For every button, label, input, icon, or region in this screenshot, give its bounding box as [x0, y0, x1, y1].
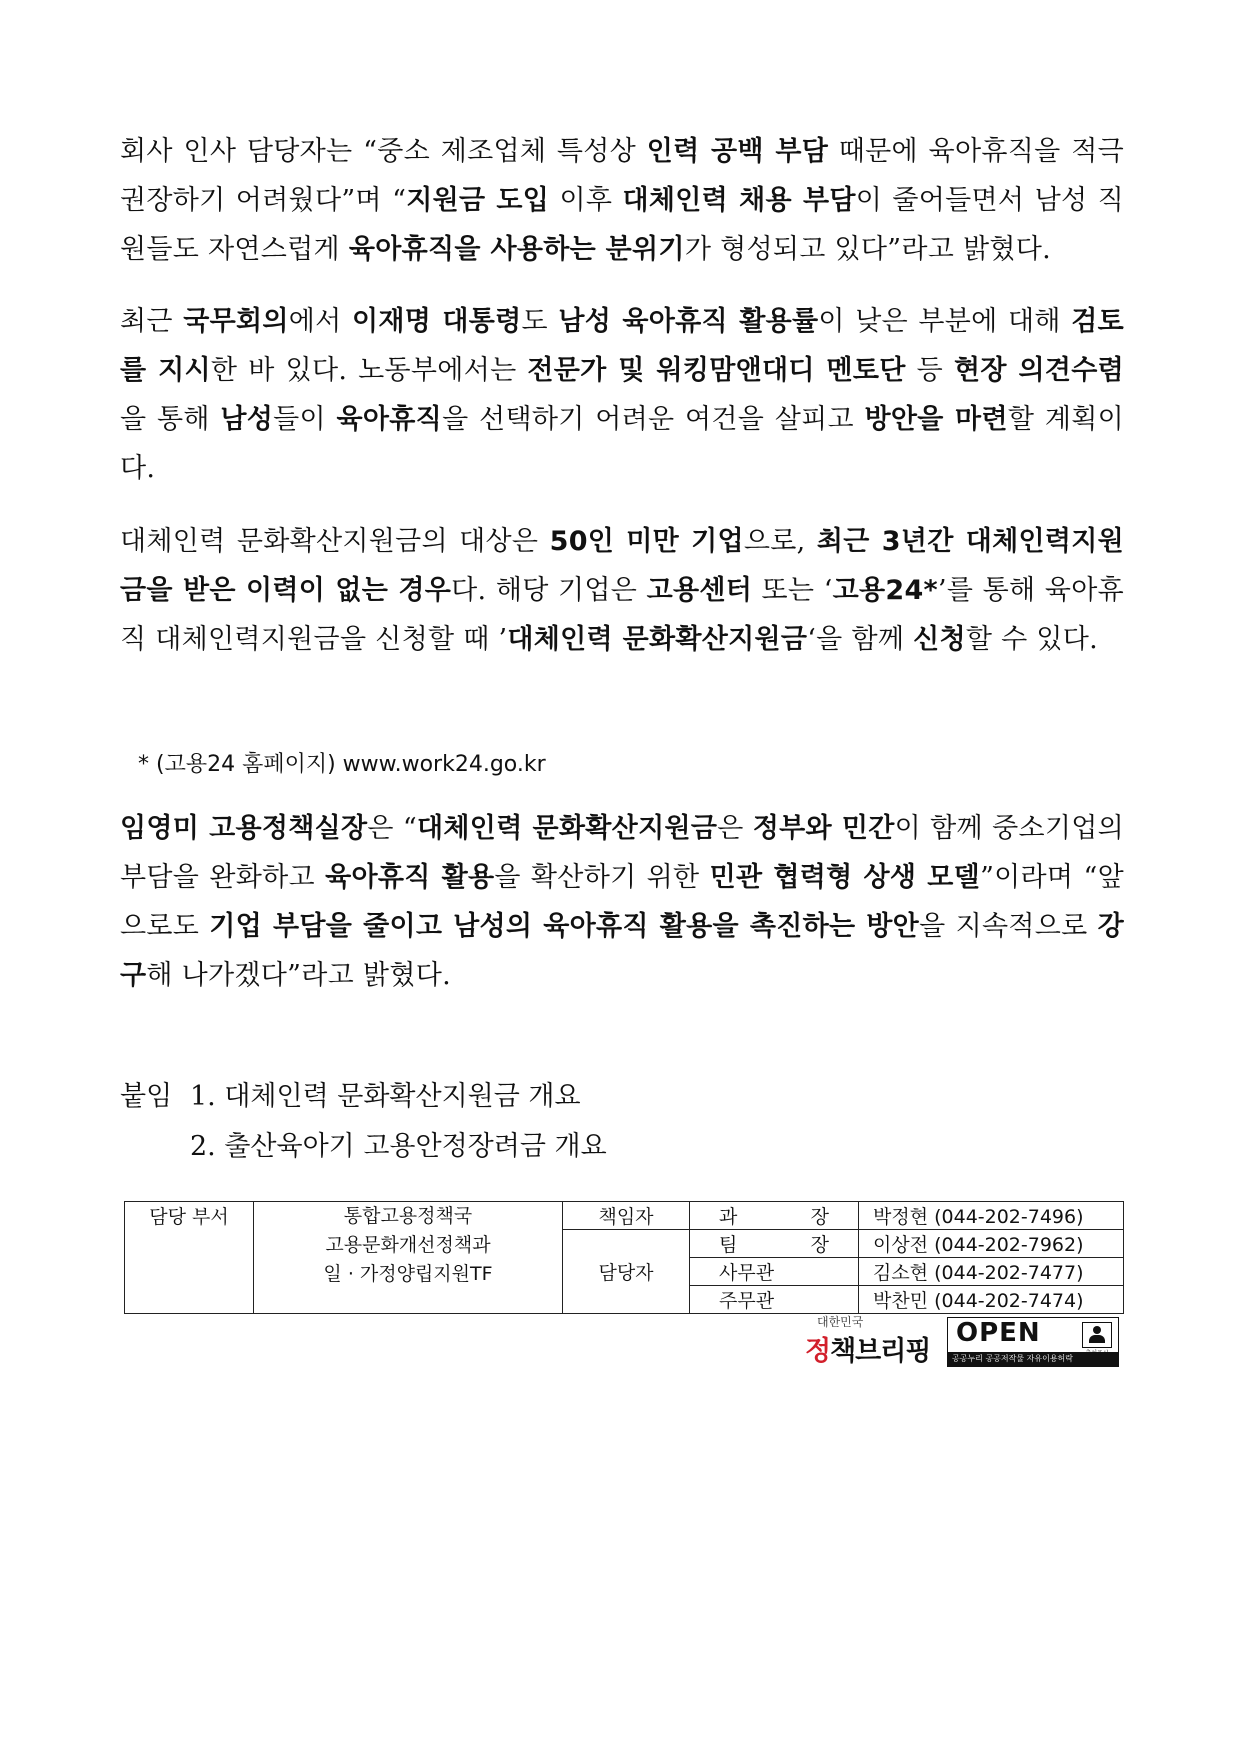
- body-text: 에서: [288, 306, 352, 337]
- position-1: 과 장: [690, 1202, 859, 1230]
- emphasis-text: 육아휴직을 사용하는 분위기: [348, 234, 685, 265]
- body-text: 은: [717, 813, 753, 844]
- paragraph-3: [120, 517, 1124, 664]
- emphasis-text: 기업 부담을 줄이고 남성의 육아휴직 활용을 촉진하는 방안: [209, 911, 920, 942]
- emphasis-text: 대체인력 문화확산지원금: [417, 813, 718, 844]
- emphasis-text: 대체인력 문화확산지원금: [507, 624, 808, 655]
- emphasis-text: 고용센터: [646, 575, 753, 606]
- org-line-1: 통합고용정책국: [343, 1205, 473, 1227]
- attachment-item-2[interactable]: 2. 출산육아기 고용안정장려금 개요: [190, 1131, 607, 1162]
- paragraph-2: [120, 297, 1124, 493]
- position-3: 사무관: [690, 1258, 859, 1286]
- emphasis-text: 이재명 대통령: [351, 306, 522, 337]
- emphasis-text: 임영미 고용정책실장: [120, 813, 368, 844]
- footer-logos: [805, 1313, 1125, 1373]
- emphasis-text: 인력 공백 부담: [646, 136, 829, 167]
- person-1: 박정현 (044-202-7496): [859, 1202, 1124, 1230]
- body-text: 이 함께 중소기업의 부담을 완화하고: [120, 813, 1124, 893]
- body-text: ’를 통해 육아휴직 대체인력지원금을 신청할 때 ’: [120, 575, 1124, 655]
- emphasis-text: 민관 협력형 상생 모델: [709, 862, 981, 893]
- body-text: 최근: [120, 306, 184, 337]
- paragraph-1: [120, 127, 1124, 274]
- body-text: 을 통해: [120, 404, 221, 435]
- body-text: ”이라며 “앞으로도: [120, 862, 1124, 942]
- emphasis-text: 육아휴직: [336, 404, 443, 435]
- body-text: 또는 ‘: [752, 575, 833, 606]
- emphasis-text: 50인 미만 기업: [549, 526, 744, 557]
- dept-label: 담당 부서: [125, 1202, 254, 1314]
- body-text: 도: [521, 306, 559, 337]
- emphasis-text: 현장 의견수렴: [953, 355, 1124, 386]
- staff-label: 담당자: [563, 1230, 690, 1314]
- body-text: 으로,: [743, 526, 817, 557]
- emphasis-text: 전문가 및 워킹맘앤대디 멘토단: [527, 355, 906, 386]
- person-3: 김소현 (044-202-7477): [859, 1258, 1124, 1286]
- body-text: 할 계획이다.: [120, 404, 1124, 484]
- person-2: 이상전 (044-202-7962): [859, 1230, 1124, 1258]
- footnote-link[interactable]: * (고용24 홈페이지) www.work24.go.kr: [138, 752, 546, 777]
- position-2: 팀 장: [690, 1230, 859, 1258]
- body-text: 이후: [549, 185, 623, 216]
- emphasis-text: 지원금 도입: [406, 185, 550, 216]
- body-text: 은 “: [367, 813, 418, 844]
- body-text: 한 바 있다. 노동부에서는: [210, 355, 528, 386]
- body-text: 대체인력 문화확산지원금의 대상은: [120, 526, 550, 557]
- body-text: 이 줄어들면서 남성 직원들도 자연스럽게: [120, 185, 1124, 265]
- attribution-icon: [1082, 1322, 1112, 1348]
- attachment-1: [120, 1074, 581, 1113]
- body-text: 때문에 육아휴직을 적극 권장하기 어려웠다”며 “: [120, 136, 1124, 216]
- org-line-2: 고용문화개선정책과: [325, 1234, 491, 1256]
- emphasis-text: 대체인력 채용 부담: [622, 185, 856, 216]
- responsible-label: 책임자: [563, 1202, 690, 1230]
- attachment-2: [190, 1124, 607, 1163]
- body-text: 회사 인사 담당자는 “중소 제조업체 특성상: [120, 136, 647, 167]
- open-license-logo: OPEN 공공누리 공공저작물 자유이용허락: [947, 1317, 1119, 1367]
- body-text: ‘을 함께: [807, 624, 914, 655]
- policy-briefing-logo: 대한민국 정책브리핑: [805, 1315, 931, 1367]
- emphasis-text: 정부와 민간: [752, 813, 895, 844]
- dept-org: [254, 1202, 563, 1314]
- emphasis-text: 검토를 지시: [120, 306, 1124, 386]
- emphasis-text: 최근 3년간 대체인력지원금을 받은 이력이 없는 경우: [120, 526, 1125, 606]
- body-text: 다. 해당 기업은: [451, 575, 647, 606]
- body-text: 해 나가겠다”라고 밝혔다.: [146, 960, 451, 991]
- attachment-item-1[interactable]: 1. 대체인력 문화확산지원금 개요: [190, 1081, 581, 1112]
- body-text: 을 지속적으로: [919, 911, 1098, 942]
- position-4: 주무관: [690, 1286, 859, 1314]
- attachment-label: 붙임: [120, 1081, 173, 1112]
- body-text: 이 낮은 부분에 대해: [818, 306, 1072, 337]
- emphasis-text: 남성 육아휴직 활용률: [558, 306, 819, 337]
- emphasis-text: 국무회의: [183, 306, 289, 337]
- emphasis-text: 육아휴직 활용: [325, 862, 495, 893]
- emphasis-text: 고용24*: [832, 575, 938, 606]
- emphasis-text: 강구: [120, 911, 1124, 991]
- body-text: 등: [905, 355, 954, 386]
- org-line-3: 일 · 가정양립지원TF: [323, 1263, 493, 1285]
- paragraph-4: [120, 804, 1124, 1000]
- emphasis-text: 남성: [220, 404, 274, 435]
- body-text: 들이: [273, 404, 337, 435]
- body-text: 을 확산하기 위한: [494, 862, 710, 893]
- emphasis-text: 방안을 마련: [864, 404, 1008, 435]
- contact-table: [124, 1201, 1124, 1314]
- body-text: 할 수 있다.: [965, 624, 1099, 655]
- person-4: 박찬민 (044-202-7474): [859, 1286, 1124, 1314]
- body-text: 을 선택하기 어려운 여건을 살피고: [442, 404, 865, 435]
- emphasis-text: 신청: [913, 624, 966, 655]
- body-text: 가 형성되고 있다”라고 밝혔다.: [684, 234, 1052, 265]
